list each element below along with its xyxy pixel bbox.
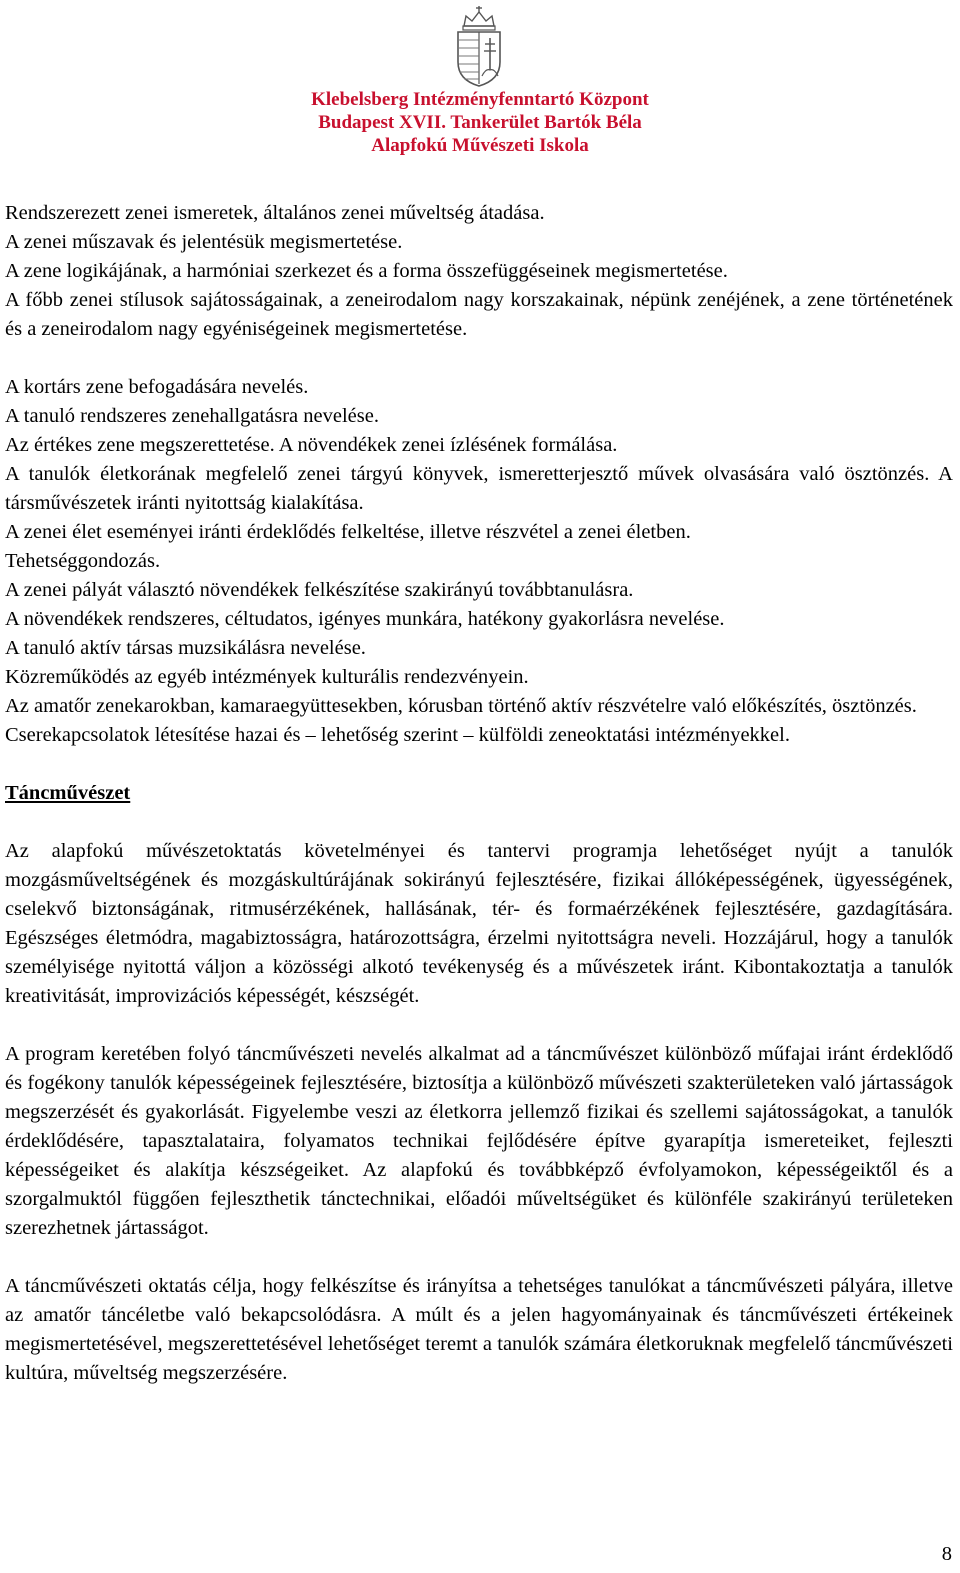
document-body [5, 199, 953, 1388]
spacer [5, 808, 953, 837]
section-heading: Táncművészet [5, 782, 131, 804]
list-item: A zenei élet eseményei iránti érdeklődés felkeltése, illetve részvétel a zenei életben. [5, 521, 691, 543]
letterhead [0, 0, 960, 170]
list-item: Közreműködés az egyéb intézmények kulturális rendezvényein. [5, 666, 529, 688]
list-item: A tanulók életkorának megfelelő zenei tárgyú könyvek, ismeretterjesztő művek olvasására való ösztönzés. A társművészetek iránti nyitottság kialakítása. [5, 463, 953, 514]
list-item: A zene logikájának, a harmóniai szerkezet és a forma összefüggéseinek megismertetése. [5, 260, 728, 282]
paragraph: A program keretében folyó táncművészeti nevelés alkalmat ad a táncművészet különböző műfajai iránt érdeklődő és fogékony tanulók képességeinek fejlesztésére, biztosítja a különböző művészeti szakterületeken való jártasságok megszerzését és gyakorlását. Figyelembe veszi az életkorra jellemző fizikai és szellemi sajátosságokat, a tanulók érdeklődésére, tapasztalataira, folyamatos technikai fejlődésére építve gyarapítja ismereteiket, fejleszti képességeiket és alakítja készségeiket. Az alapfokú és továbbképző évfolyamokon, képességeiktől és a szorgalmuktól függően fejleszthetik tánctechnikai, előadói műveltségüket és különféle szakirányú területeken szerezhetnek jártasságot. [5, 1043, 953, 1239]
list-item: A kortárs zene befogadására nevelés. [5, 376, 309, 398]
spacer [5, 1243, 953, 1272]
list-item: Cserekapcsolatok létesítése hazai és – lehetőség szerint – külföldi zeneoktatási intézményekkel. [5, 724, 790, 746]
spacer [5, 750, 953, 779]
paragraph: A táncművészeti oktatás célja, hogy felkészítse és irányítsa a tehetséges tanulókat a táncművészeti pályára, illetve az amatőr táncéletbe való bekapcsolódásra. A múlt és a jelen hagyományainak és táncművészeti értékeinek megismertetésével, megszerettetésével lehetőséget teremt a tanulók számára életkoruknak megfelelő táncművészeti kultúra, műveltség megszerzésére. [5, 1275, 953, 1384]
institution-line-2: Budapest XVII. Tankerület Bartók Béla [318, 112, 642, 133]
list-item: Rendszerezett zenei ismeretek, általános zenei műveltség átadása. [5, 202, 545, 224]
list-item: A zenei műszavak és jelentésük megismertetése. [5, 231, 403, 253]
list-item: A növendékek rendszeres, céltudatos, igényes munkára, hatékony gyakorlásra nevelése. [5, 608, 725, 630]
institution-name [0, 88, 960, 157]
spacer [5, 1011, 953, 1040]
list-item: Az értékes zene megszerettetése. A növendékek zenei ízlésének formálása. [5, 434, 618, 456]
spacer [5, 344, 953, 373]
list-item: Tehetséggondozás. [5, 550, 161, 572]
hungarian-coat-of-arms-icon [446, 4, 512, 88]
list-item: A zenei pályát választó növendékek felkészítése szakirányú továbbtanulásra. [5, 579, 634, 601]
list-item: A tanuló rendszeres zenehallgatásra nevelése. [5, 405, 379, 427]
list-item: A tanuló aktív társas muzsikálásra nevelése. [5, 637, 366, 659]
list-item: Az amatőr zenekarokban, kamaraegyüttesekben, kórusban történő aktív részvételre való előkészítés, ösztönzés. [5, 695, 917, 717]
page-number: 8 [941, 1543, 952, 1565]
institution-line-3: Alapfokú Művészeti Iskola [371, 135, 589, 156]
list-item: A főbb zenei stílusok sajátosságainak, a zeneirodalom nagy korszakainak, népünk zenéjének, a zene történetének és a zeneirodalom nagy egyéniségeinek megismertetése. [5, 289, 953, 340]
institution-line-1: Klebelsberg Intézményfenntartó Központ [311, 89, 649, 110]
paragraph: Az alapfokú művészetoktatás követelményei és tantervi programja lehetőséget nyújt a tanulók mozgásműveltségének és mozgáskultúrájának sokirányú fejlesztésére, fizikai állóképességének, ügyességének, cselekvő biztonságának, ritmusérzékének, hallásának, tér- és formaérzékének fejlesztésére, gazdagítására. Egészséges életmódra, magabiztosságra, határozottságra, érzelmi nyitottságra neveli. Hozzájárul, hogy a tanulók személyisége nyitottá váljon a közösségi alkotó tevékenység és a művészetek iránt. Kibontakoztatja a tanulók kreativitását, improvizációs képességét, készségét. [5, 840, 953, 1007]
